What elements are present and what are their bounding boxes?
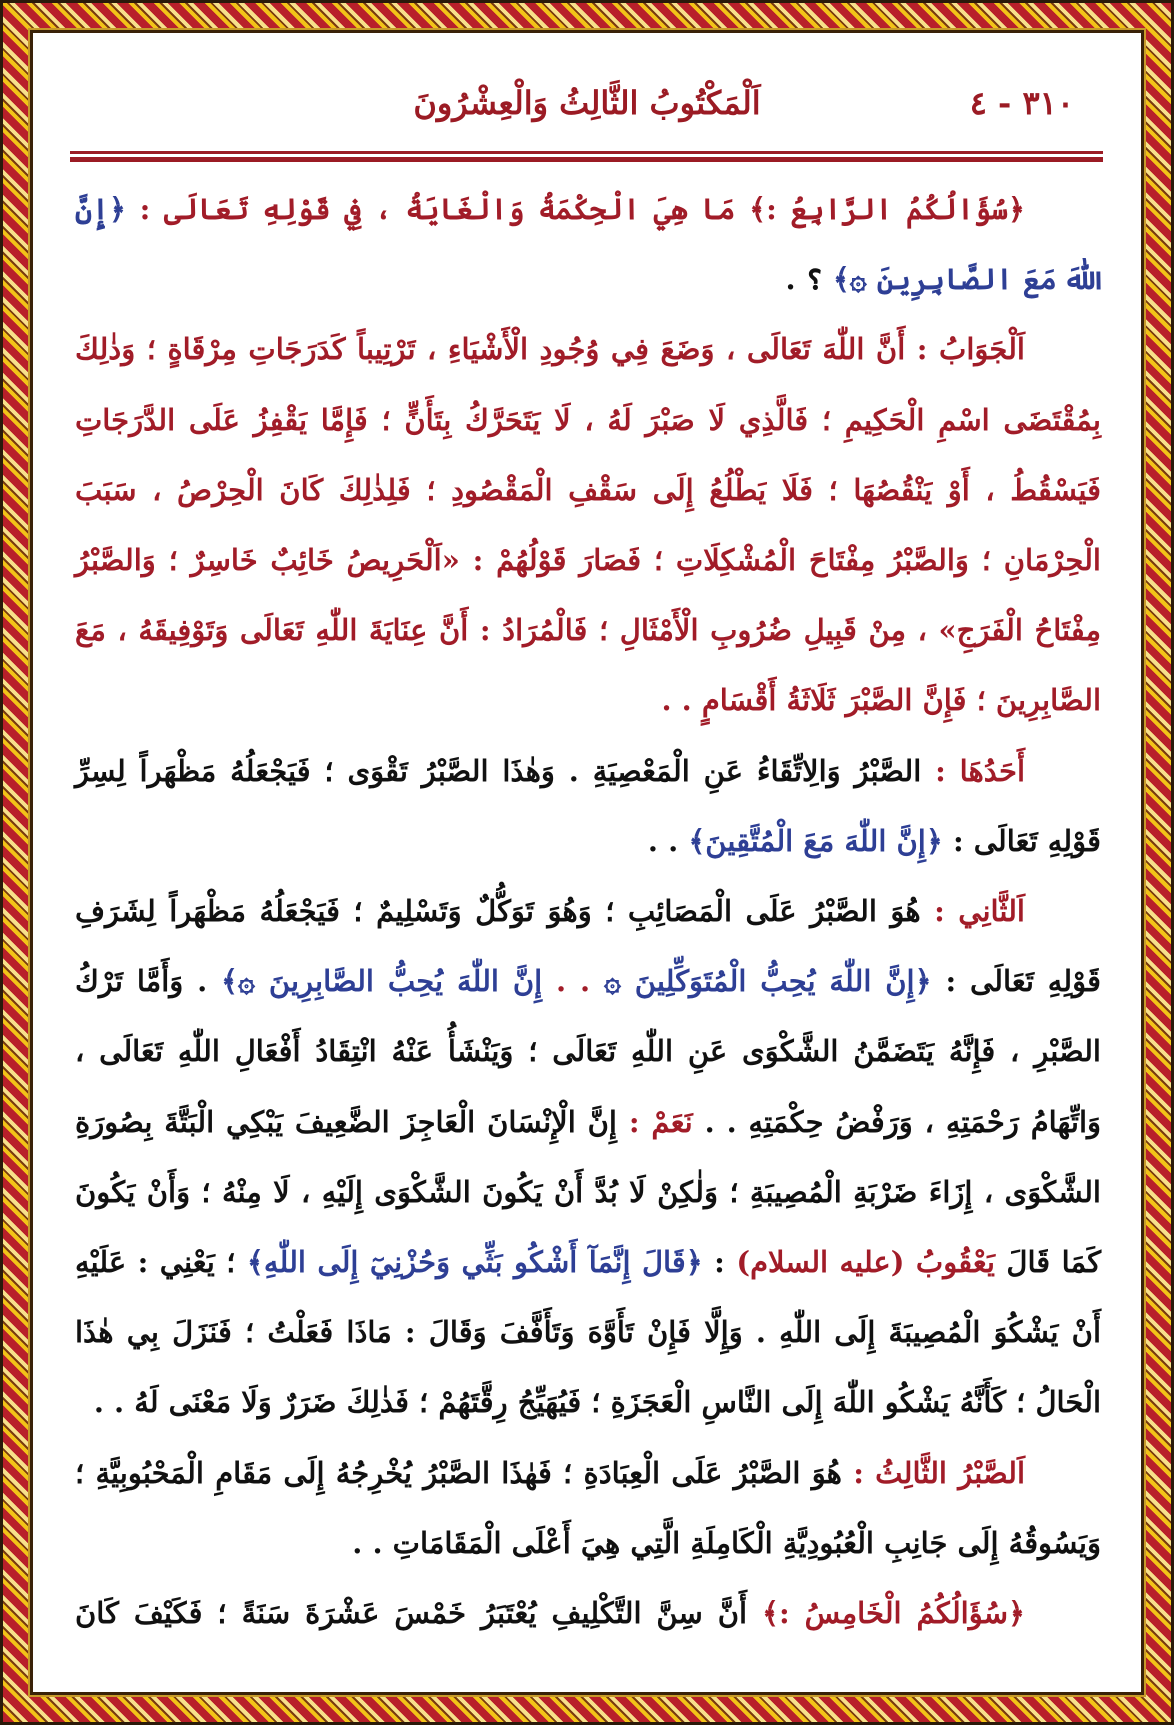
paragraph — [75, 1578, 1101, 1648]
body-text: أَنَّ سِنَّ التَّكْلِيفِ يُعْتَبَرُ خَمْسَ عَشْرَةَ سَنَةً ؛ فَكَيْفَ كَانَ — [75, 1596, 763, 1631]
header-divider-thick — [70, 157, 1103, 162]
quran-verse: ﴿قَالَ إِنَّمَآ أَشْكُو بَثِّي وَحُزْنِيٓ إِلَى اللّٰهِ﴾ — [246, 1245, 703, 1280]
page-title: اَلْمَكْتُوبُ الثَّالِثُ وَالْعِشْرُونَ — [413, 84, 761, 122]
page-header — [70, 80, 1104, 140]
highlighted-text: اَلْجَوَابُ : أَنَّ اللّٰهَ تَعَالَى ، وَضَعَ فِي وُجُودِ الْأَشْيَاءِ ، تَرْتِيباً كَدَرَجَاتِ مِرْقَاةٍ ؛ وَذٰلِكَ بِمُقْتَضَى اسْمِ الْحَكِيمِ ؛ فَالَّذِي لَا صَبْرَ لَهُ ، لَا يَتَحَرَّكُ بِتَأَنٍّ ؛ فَإِمَّا يَقْفِزُ عَلَى الدَّرَجَاتِ فَيَسْقُطُ ، أَوْ يَنْقُصُهَا ؛ فَلَا يَطْلُعُ إِلَى سَقْفِ الْمَقْصُودِ ؛ فَلِذٰلِكَ كَانَ الْحِرْصُ ، سَبَبَ الْحِرْمَانِ ؛ وَالصَّبْرُ مِفْتَاحَ الْمُشْكِلَاتِ ؛ فَصَارَ قَوْلُهُمْ : «اَلْحَرِيصُ خَائِبٌ خَاسِرٌ ؛ وَالصَّبْرُ مِفْتَاحُ الْفَرَجِ» ، مِنْ قَبِيلِ ضُرُوبِ الْأَمْثَالِ ؛ فَالْمُرَادُ : أَنَّ عِنَايَةَ اللّٰهِ تَعَالَى وَتَوْفِيقَهُ ، مَعَ الصَّابِرِينَ ؛ فَإِنَّ الصَّبْرَ ثَلَاثَةُ أَقْسَامٍ . . — [75, 332, 1101, 718]
paragraph — [75, 314, 1101, 735]
body-text: هُوَ الصَّبْرُ عَلَى الْمَصَائِبِ ؛ وَهُوَ تَوَكُّلٌ وَتَسْلِيمٌ ؛ فَيَجْعَلُهُ مَظْهَراً لِشَرَفِ قَوْلِهِ تَعَالَى : — [75, 894, 1101, 999]
highlighted-text: . . — [542, 964, 604, 999]
highlighted-text: ﴿سُؤَالُكُمُ الرَّابِعُ :﴾ — [735, 192, 1025, 226]
body-text: إِنَّ الْإِنْسَانَ الْعَاجِزَ الضَّعِيفَ يَبْكِي الْبَتَّةَ بِصُورَةِ الشَّكْوَى ، إِزَاءَ ضَرْبَةِ الْمُصِيبَةِ ؛ وَلٰكِنْ لَا بُدَّ أَنْ يَكُونَ الشَّكْوَى إِلَيْهِ ، لَا مِنْهُ ؛ وَأَنْ يَكُونَ كَمَا قَالَ — [75, 1104, 1102, 1280]
paragraph — [75, 1438, 1101, 1578]
highlighted-text: اَلصَّبْرُ الثَّالِثُ : — [853, 1455, 1026, 1490]
quran-verse: إِنَّ اللّٰهَ يُحِبُّ الصَّابِرِينَ ۞﴾ — [221, 964, 543, 999]
quran-verse: ﴿إِنَّ اللّٰهَ مَعَ الْمُتَّقِينَ﴾ — [688, 823, 943, 858]
body-text: . . — [647, 823, 689, 858]
highlighted-text: يَعْقُوبُ (عليه السلام) — [736, 1245, 995, 1280]
body-text: هُوَ الصَّبْرُ عَلَى الْعِبَادَةِ ؛ فَهٰذَا الصَّبْرُ يُخْرِجُهُ إِلَى مَقَامِ الْمَحْبُوبِيَّةِ ؛ وَيَسُوقُهُ إِلَى جَانِبِ الْعُبُودِيَّةِ الْكَامِلَةِ الَّتِي هِيَ أَعْلَى الْمَقَامَاتِ . . — [75, 1455, 1101, 1560]
paragraph — [75, 736, 1101, 876]
highlighted-text: اَلثَّانِي : — [934, 894, 1025, 929]
body-text: ؟ . — [785, 262, 833, 297]
body-text: : — [702, 1245, 737, 1280]
highlighted-text: مَا هِيَ الْحِكْمَةُ وَالْغَايَةُ ، فِي قَوْلِهِ تَعَالَى : — [125, 192, 736, 226]
body-text: ؛ يَعْنِي : عَلَيْهِ أَنْ يَشْكُوَ الْمُصِيبَةَ إِلَى اللّٰهِ . وَإِلَّا فَإِنْ تَأَوَّهَ وَتَأَفَّفَ وَقَالَ : مَاذَا فَعَلْتُ ؛ فَنَزَلَ بِي هٰذَا الْحَالُ ؛ كَأَنَّهُ يَشْكُو اللّٰهَ إِلَى النَّاسِ الْعَجَزَةِ ؛ فَيُهَيِّجُ رِقَّتَهُمْ ؛ فَذٰلِكَ ضَرَرٌ وَلَا مَعْنَى لَهُ . . — [75, 1245, 1101, 1420]
page-body — [75, 174, 1101, 1648]
highlighted-text: نَعَمْ : — [628, 1104, 693, 1139]
highlighted-text: ﴿سُؤَالُكُمُ الْخَامِسُ :﴾ — [762, 1596, 1025, 1631]
header-divider — [70, 151, 1103, 154]
quran-verse: ﴿إِنَّ اللّٰهَ مَعَ الصَّابِرِينَ ۞﴾ — [75, 192, 1101, 297]
page-number: ٣١٠ - ٤ — [969, 84, 1074, 122]
body-text: . وَأَمَّا تَرْكُ الصَّبْرِ ، فَإِنَّهُ يَتَضَمَّنُ الشَّكْوَى عَنِ اللّٰهِ تَعَالَى ؛ وَيَنْشَأُ عَنْهُ انْتِقَادُ أَفْعَالِ اللّٰهِ تَعَالَى ، وَاتِّهَامُ رَحْمَتِهِ ، وَرَفْضُ حِكْمَتِهِ . . — [75, 964, 1102, 1139]
highlighted-text: أَحَدُهَا : — [935, 753, 1025, 788]
body-text: الصَّبْرُ وَالِاتِّقَاءُ عَنِ الْمَعْصِيَةِ . وَهٰذَا الصَّبْرُ تَقْوَى ؛ فَيَجْعَلُهُ مَظْهَراً لِسِرِّ قَوْلِهِ تَعَالَى : — [75, 753, 1101, 858]
quran-verse: ﴿إِنَّ اللّٰهَ يُحِبُّ الْمُتَوَكِّلِينَ ۞ — [603, 964, 932, 999]
paragraph — [75, 876, 1101, 1438]
paragraph — [75, 174, 1101, 314]
